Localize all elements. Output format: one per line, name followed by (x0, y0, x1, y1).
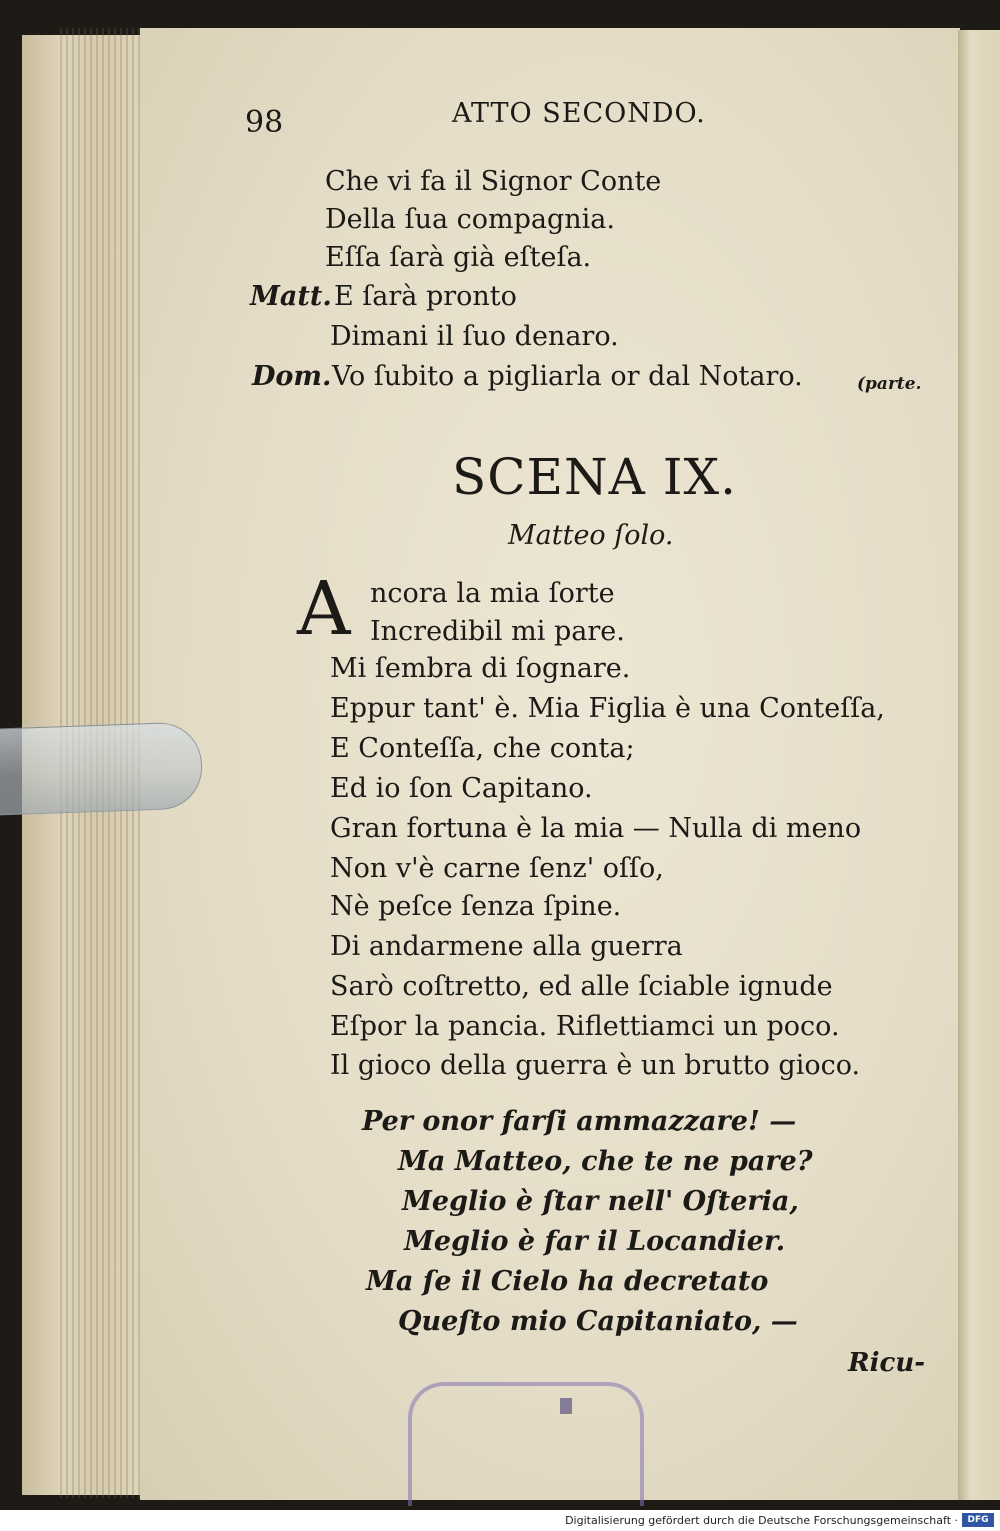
running-head: ATTO SECONDO. (452, 98, 706, 129)
library-stamp (408, 1382, 644, 1506)
monologue-line: Incredibil mi pare. (370, 616, 625, 647)
glass-page-holder (0, 721, 203, 815)
monologue-line: ncora la mia ſorte (370, 578, 615, 609)
monologue-line: Nè peſce ſenza ſpine. (330, 891, 622, 922)
speaker-label: Matt. (250, 281, 332, 312)
dialogue-line: Che vi fa il Signor Conte (325, 166, 662, 197)
monologue-line: Gran fortuna è la mia — Nulla di meno (330, 813, 862, 844)
monologue-line: Eppur tant' è. Mia Figlia è una Conteſſa, (330, 693, 885, 724)
page-number: 98 (245, 105, 284, 140)
digitization-credit: Digitalisierung gefördert durch die Deutsche Forschungsgemeinschaft · (565, 1514, 958, 1527)
aria-line: Ma Matteo, che te ne pare? (398, 1146, 813, 1177)
facing-page-edge (958, 30, 1000, 1500)
stage-direction: (parte. (857, 374, 922, 394)
scene-subtitle: Matteo ſolo. (508, 520, 674, 551)
aria-line: Per onor farſi ammazzare! — (362, 1106, 797, 1137)
dialogue-line: Della ſua compagnia. (325, 204, 615, 235)
catchword: Ricu- (848, 1348, 926, 1378)
dialogue-line: E ſarà pronto (334, 281, 517, 312)
monologue-line: Il gioco della guerra è un brutto gioco. (330, 1050, 861, 1081)
dialogue-line: Eſſa ſarà già eſteſa. (325, 242, 592, 273)
dfg-logo: DFG (962, 1513, 994, 1527)
aria-line: Queſto mio Capitaniato, — (398, 1306, 798, 1337)
monologue-line: Non v'è carne ſenz' oſſo, (330, 853, 664, 884)
drop-capital: A (297, 566, 351, 652)
aria-line: Ma ſe il Cielo ha decretato (366, 1266, 769, 1297)
monologue-line: Eſpor la pancia. Riflettiamci un poco. (330, 1011, 840, 1042)
speaker-label: Dom. (252, 361, 332, 392)
dialogue-line: Vo ſubito a pigliarla or dal Notaro. (332, 361, 803, 392)
monologue-line: Di andarmene alla guerra (330, 931, 683, 962)
monologue-line: Sarò coſtretto, ed alle ſciable ignude (330, 971, 833, 1002)
stamp-mark (560, 1398, 572, 1414)
monologue-line: Ed io ſon Capitano. (330, 773, 593, 804)
scene-title: SCENA IX. (452, 448, 738, 506)
monologue-line: E Conteſſa, che conta; (330, 733, 635, 764)
aria-line: Meglio è ſtar nell' Oſteria, (402, 1186, 799, 1217)
aria-line: Meglio è far il Locandier. (404, 1226, 786, 1257)
monologue-line: Mi ſembra di ſognare. (330, 653, 631, 684)
dialogue-line: Dimani il ſuo denaro. (330, 321, 619, 352)
